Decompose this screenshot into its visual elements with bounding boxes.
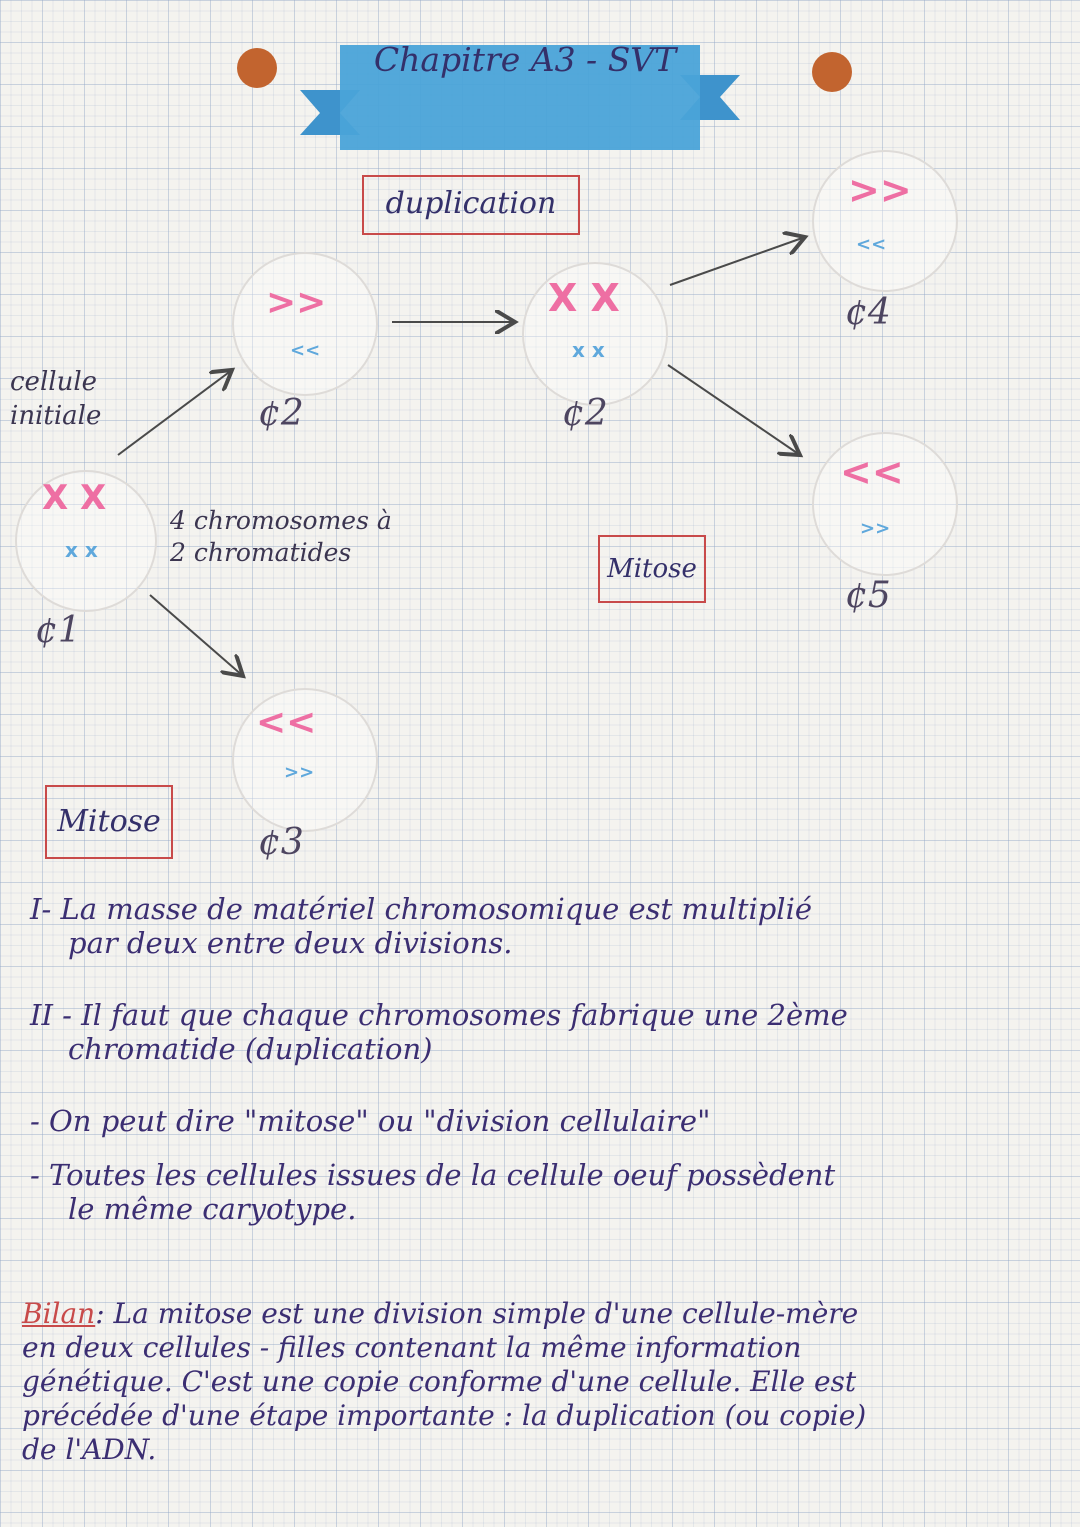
- chromosome-pair-top: >>: [266, 282, 327, 323]
- arrow-c1-to-c3: [150, 595, 243, 676]
- point-4-line-2: le même caryotype.: [68, 1192, 357, 1226]
- chromosome-pair-top: >>: [848, 168, 912, 212]
- mitose-box-right: Mitose: [598, 535, 706, 603]
- chromosome-pair-top: <<: [256, 702, 317, 743]
- chromosome-pair-top: X X: [42, 478, 107, 518]
- chromosome-note: 4 chromosomes à 2 chromatides: [170, 506, 392, 567]
- mitose-box-left: Mitose: [45, 785, 173, 859]
- bilan-line-4: précédée d'une étape importante : la duplication (ou copie): [22, 1399, 867, 1432]
- arrow-c2-to-c4: [670, 237, 805, 285]
- initial-cell-label: cellule initiale: [10, 367, 102, 431]
- point-1-line-2: par deux entre deux divisions.: [68, 926, 513, 960]
- bilan-section: [22, 1297, 1072, 1467]
- page-title: Chapitre A3 - SVT: [373, 40, 677, 79]
- bilan-line-2: en deux cellules - filles contenant la même information: [22, 1331, 802, 1364]
- bilan-line-1: Bilan: La mitose est une division simple d'une cellule-mère: [22, 1297, 859, 1330]
- cell-1-label: ¢1: [35, 610, 81, 651]
- chromosome-pair-bottom: >>: [860, 518, 891, 539]
- cell-4-label: ¢4: [845, 292, 891, 333]
- chromosome-pair-bottom: >>: [284, 762, 315, 783]
- arrow-c1-to-c2: [118, 370, 232, 455]
- arrow-c2-to-c5: [668, 365, 800, 455]
- cell-2a: [232, 252, 378, 396]
- duplication-box: duplication: [362, 175, 580, 235]
- point-3: - On peut dire "mitose" ou "division cellulaire": [30, 1104, 711, 1138]
- bilan-line-5: de l'ADN.: [22, 1433, 157, 1466]
- notes-section: [30, 892, 1070, 1226]
- cell-5-label: ¢5: [845, 575, 891, 616]
- chromosome-pair-bottom: x x: [65, 538, 98, 562]
- point-2-line-1: II - Il faut que chaque chromosomes fabrique une 2ème: [30, 998, 848, 1032]
- point-1-line-1: I- La masse de matériel chromosomique est multiplié: [30, 892, 813, 926]
- chromosome-pair-top: <<: [840, 450, 904, 494]
- point-2-line-2: chromatide (duplication): [68, 1032, 433, 1066]
- chromosome-pair-bottom: x x: [572, 338, 605, 362]
- cell-2a-label: ¢2: [258, 393, 304, 434]
- point-4-line-1: - Toutes les cellules issues de la cellule oeuf possèdent: [30, 1158, 836, 1192]
- cell-2b-label: ¢2: [562, 393, 608, 434]
- bilan-line-3: génétique. C'est une copie conforme d'une cellule. Elle est: [22, 1365, 857, 1398]
- bilan-label: Bilan: [22, 1297, 96, 1330]
- chromosome-pair-top: X X: [548, 276, 620, 320]
- chromosome-pair-bottom: <<: [856, 234, 887, 255]
- chromosome-pair-bottom: <<: [290, 340, 321, 361]
- cell-3-label: ¢3: [258, 822, 304, 863]
